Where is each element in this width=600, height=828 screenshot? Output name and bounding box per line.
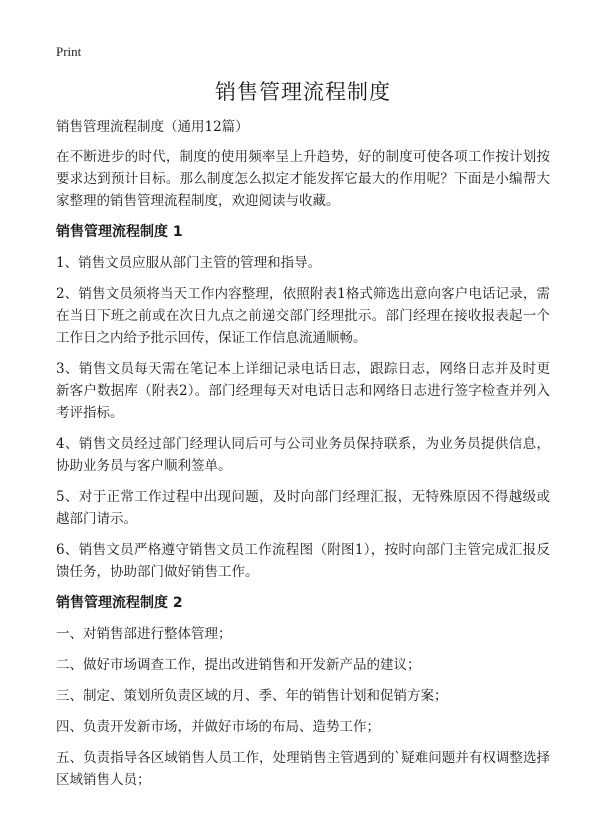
- section-heading-2: 销售管理流程制度 2: [56, 595, 183, 611]
- print-label: Print: [56, 44, 82, 59]
- section-2-item-2: 二、做好市场调查工作，提出改进销售和开发新产品的建议；: [56, 657, 421, 673]
- section-2-item-5: 五、负责指导各区域销售人员工作，处理销售主管遇到的`疑难问题并有权调整选择区域销售人员；: [56, 750, 550, 788]
- document-title: 销售管理流程制度: [215, 80, 391, 104]
- section-heading-1: 销售管理流程制度 1: [56, 224, 183, 240]
- document-subtitle: 销售管理流程制度（通用12篇）: [56, 119, 249, 135]
- section-2-item-1: 一、对销售部进行整体管理；: [56, 626, 232, 642]
- section-1-item-2: 2、销售文员须将当天工作内容整理，依照附表1格式筛选出意向客户电话记录，需在当日下班之前或在次日九点之前递交部门经理批示。部门经理在接收报表起一个工作日之内给予批示回传，保证工作信息流通顺畅。: [56, 286, 550, 346]
- section-1-item-6: 6、销售文员严格遵守销售文员工作流程图（附图1），按时向部门主管完成汇报反馈任务，协助部门做好销售工作。: [56, 542, 550, 580]
- section-1-item-3: 3、销售文员每天需在笔记本上详细记录电话日志，跟踪日志，网络日志并及时更新客户数据库（附表2）。部门经理每天对电话日志和网络日志进行签字检查并列入考评指标。: [56, 361, 550, 421]
- intro-paragraph: 在不断进步的时代，制度的使用频率呈上升趋势，好的制度可使各项工作按计划按要求达到预计目标。那么制度怎么拟定才能发挥它最大的作用呢？下面是小编帮大家整理的销售管理流程制度，欢迎阅读与收藏。: [56, 149, 550, 209]
- section-2-item-4: 四、负责开发新市场，并做好市场的布局、造势工作；: [56, 719, 380, 735]
- section-1-item-1: 1、销售文员应服从部门主管的管理和指导。: [56, 255, 322, 271]
- section-1-item-5: 5、对于正常工作过程中出现问题，及时向部门经理汇报，无特殊原因不得越级或越部门请示。: [56, 489, 550, 527]
- section-1-item-4: 4、销售文员经过部门经理认同后可与公司业务员保持联系，为业务员提供信息，协助业务员与客户顺利签单。: [56, 436, 550, 474]
- section-2-item-3: 三、制定、策划所负责区域的月、季、年的销售计划和促销方案；: [56, 688, 448, 704]
